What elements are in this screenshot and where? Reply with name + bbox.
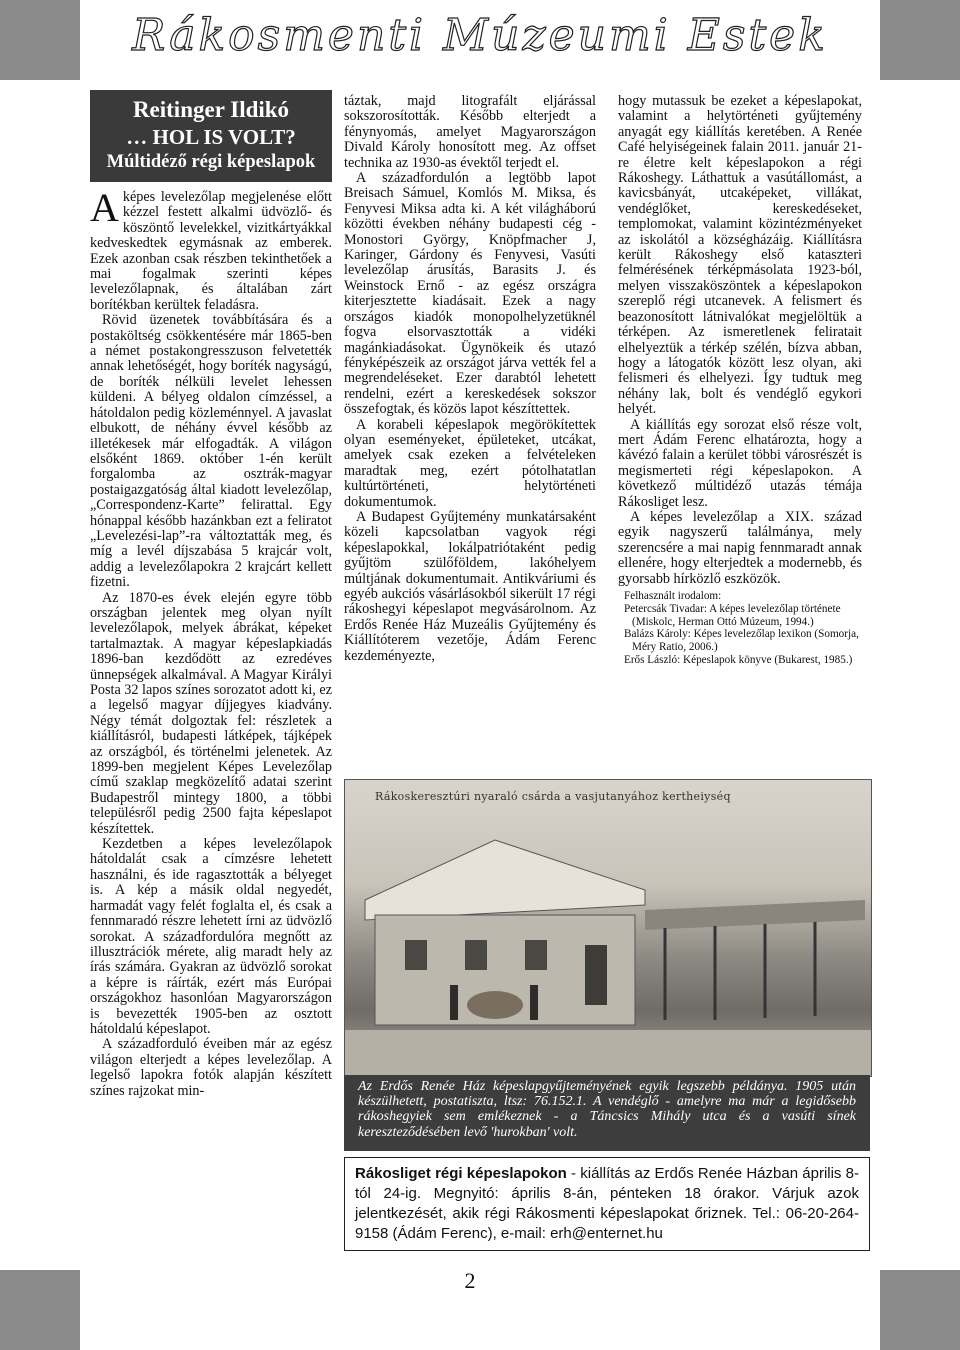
masthead: Rákosmenti Múzeumi Estek (132, 10, 828, 61)
article-author: Reitinger Ildikó (132, 97, 290, 122)
paragraph: A képes levelezőlap a XIX. század egyik nagyszerű találmánya, mely szerencsére a mai napig fennmaradt annak ellenére, hogy elterjedtek a modernebb, és gyorsabb hírközlő eszközök. (618, 508, 862, 587)
paragraph: A képes levelezőlap megjelenése előtt kézzel festett alkalmi üdvözlő- és köszöntő levelekkel, vizitkártyákkal kedveskedtek egymásnak az emberek. Ezek azonban csak részben tekinthetőek a mai fogalmak szerinti képes levelezőlapnak, és általában zárt borítékban kerültek feladásra. (90, 185, 332, 313)
references (618, 590, 862, 667)
article-header (90, 90, 332, 182)
paragraph: Az 1870-es évek elején egyre több országban jelentek meg olyan nyílt levelezőlapok, melyek ábrákat, képeket tartalmaztak. A magyar képeslapkiadás 1896-ban kezdődött az ezredéves ünnepségek alkalmával. A Magyar Királyi Posta 32 lapos színes sorozatot adott ki, ez a legelső magyar díjjegyes kiadvány. Négy témát dolgoztak fel: részletek a kiállításról, budapesti látképek, tájképek az országból, és történelmi jelenetek. Az 1899-ben megjelent Képes Levelezőlap című szaklap megközelítő adatai szerint Budapestről mintegy 1800, a többi településről pedig 2500 fajta képeslapot készítettek. (90, 589, 332, 837)
paragraph: A Budapest Gyűjtemény munkatársaként közeli kapcsolatban vagyok régi képeslapokkal, lokálpatriótaként pedig gyűjtöm szülőföldem, lakóhelyem múltjának dokumentumait. Antikváriumi és egyéb aukciós vásárlásokból sikerült 17 régi rákoshegyi képeslapot megvásárolnom. Az Erdős Renée Ház Muzeális Gyűjtemény és Kiállítóterem vezetője, Ádám Ferenc kezdeményezte, (344, 508, 596, 664)
reference-item: Balázs Károly: Képes levelezőlap lexikon (Somorja, Méry Ratio, 2006.) (624, 628, 859, 654)
paragraph: A századforduló éveiben már az egész világon elterjedt a képes levelezőlap. A legelső lapokra fotók alapján készített színes rajzokat min- (90, 1036, 332, 1099)
corner-decoration (880, 1270, 960, 1350)
paragraph: Rövid üzenetek továbbítására és a postaköltség csökkentésére már 1865-ben a német postakongresszuson felvetették annak lehetőségét, hogy boríték nagyságú, de boríték nélküli levelet lehessen küldeni. A bélyeg oldalon címzéssel, a hátoldalon pedig közleménnyel. A javaslat elbukott, de néhány évvel később az illetékesek már elfogadták. A világon elsőként 1869. október 1-én került forgalomba az osztrák-magyar postaigazgatóság által kiadott levelezőlap, „Correspondenz-Karte” felirattal. Egy hónappal később hazánkban ezt a feliratot „Levelezési-lap”-ra változtatták meg, és míg a levél díjszabása 5 krajcár volt, addig a levelezőlapokra 2 krajcárt kellett fizetni. (90, 312, 332, 591)
column-2 (344, 94, 596, 664)
paragraph: A századfordulón a legtöbb lapot Breisach Sámuel, Komlós M. Miksa, és Fenyvesi Miksa adta ki. A két világháború közötti években néhány budapesti cég - Monostori György, Knöpfmacher J, Karinger, Gárdony és Fenyvesi, Vasúti levelezőlap árusítás, Barasits J. és Weinstock Ernő - az egész országra kiterjesztette kiadásait. Ezek a nagy országos kiadók monopolhelyzetüknél fogva elsorvasztották a vidéki magánkiadásokat. Ügynökeik és utazó fényképészeik az országot járva vették fel a megrendeléseket. Ezer darabtól lehetett rendelni, ezért a kereskedések sokszor összefogtak, és közös lapot készíttettek. (344, 170, 596, 418)
drop-cap: A (90, 185, 119, 230)
paragraph: A kiállítás egy sorozat első része volt, mert Ádám Ferenc elhatározta, hogy a kávézó falain a kerület többi városrészét is megismerteti régi képeslapokon. A következő múltidéző utazás témája Rákosliget lesz. (618, 416, 862, 510)
reference-item: Petercsák Tivadar: A képes levelezőlap története (Miskolc, Herman Ottó Múzeum, 1994.) (624, 602, 841, 628)
paragraph: táztak, majd litografált eljárással sokszorosították. Később elterjedt a fénynyomás, amelyet Magyarországon Divald Károly honosított meg. Az offset technika az 1930-as évektől terjedt el. (344, 93, 596, 171)
column-1 (90, 185, 332, 1099)
article-subtitle: Múltidéző régi képeslapok (106, 152, 316, 172)
page-number: 2 (464, 1268, 476, 1293)
paragraph: A korabeli képeslapok megörökítettek olyan eseményeket, épületeket, utcákat, amelyek csak ezeken a felvételeken maradtak meg, ezért pótolhatatlan kultúrtörténeti, helytörténeti dokumentumok. (344, 416, 596, 510)
column-3 (618, 94, 862, 667)
article-title: … HOL IS VOLT? (126, 125, 296, 149)
reference-item: Erős László: Képeslapok könyve (Bukarest, 1985.) (624, 653, 853, 666)
exhibition-announcement (344, 1157, 870, 1251)
announcement-title: Rákosliget régi képeslapokon (355, 1165, 567, 1182)
corner-decoration (0, 0, 80, 80)
postcard-inscription: Rákoskeresztúri nyaraló csárda a vasjutanyához kertheiyséq (375, 790, 731, 803)
postcard-illustration (345, 780, 871, 1076)
announcement-text: - kiállítás az Erdős Renée Házban április 8-tól 24-ig. Megnyitó: április 8-án, pénteken 18 órakor. Várjuk azok jelentkezését, akik régi Rákosmenti képeslapokat őriznek. Tel.: 06-20-264-9158 (Ádám Ferenc), e-mail: erh@enternet.hu (355, 1165, 859, 1242)
historic-postcard-photo (344, 779, 872, 1077)
paragraph: Kezdetben a képes levelezőlapok hátoldalát csak a címzésre lehetett használni, és ide ragasztották a bélyeget is. A kép a másik oldal negyedét, harmadát vagy felét foglalta el, és csak a fennmaradó részre lehetett írni az üdvözlő sorokat. A századfordulóra megnőtt az illusztrációk mérete, alig maradt hely az írás számára. Gyakran az üdvözlő sorokat a képre is ráírták, ezért más Európai országokhoz hasonlóan Magyarországon is bevezették 1905-ben az osztott hátoldalú képeslapot. (90, 836, 332, 1037)
paragraph: hogy mutassuk be ezeket a képeslapokat, valamint a helytörténeti gyűjtemény anyagát egy kiállítás keretében. A Renée Café helyiségeinek falain 2011. január 21-re életre kelt képeslapokon a régi Rákoshegy. Láthattuk a vasútállomást, a kavicsbányát, utcaképeket, villákat, vendéglőket, kereskedéseket, templomokat, valamint közintézményeket az iskolától a községházáig. Kiállításra került Rákoshegy első kataszteri felmérésének térképmásolata 1923-ból, melyen visszaköszöntek a képeslapokon szereplő régi utcanevek. A felismert és beazonosított látnivalókat megjelöltük a térképen. Az ismeretlenek feliratait elhelyeztük a térkép szélén, bízva abban, hogy a látogatók között lesz olyan, aki felismeri és elhelyezi. Így tudtuk meg néhány lak, bolt és vendéglő egykori helyét. (618, 93, 862, 418)
photo-caption: Az Erdős Renée Ház képeslapgyűjteményének egyik legszebb példánya. 1905 után készülhetett, postatiszta, ltsz: 76.152.1. A vendéglő - amelyre ma már a legidősebb rákoshegyiek sem emlékeznek - a Táncsics Mihály utca és a vasúti sínek kereszteződésében levő 'hurokban' volt. (344, 1075, 870, 1151)
corner-decoration (0, 1270, 80, 1350)
references-title: Felhasznált irodalom: (624, 590, 722, 602)
corner-decoration (880, 0, 960, 80)
